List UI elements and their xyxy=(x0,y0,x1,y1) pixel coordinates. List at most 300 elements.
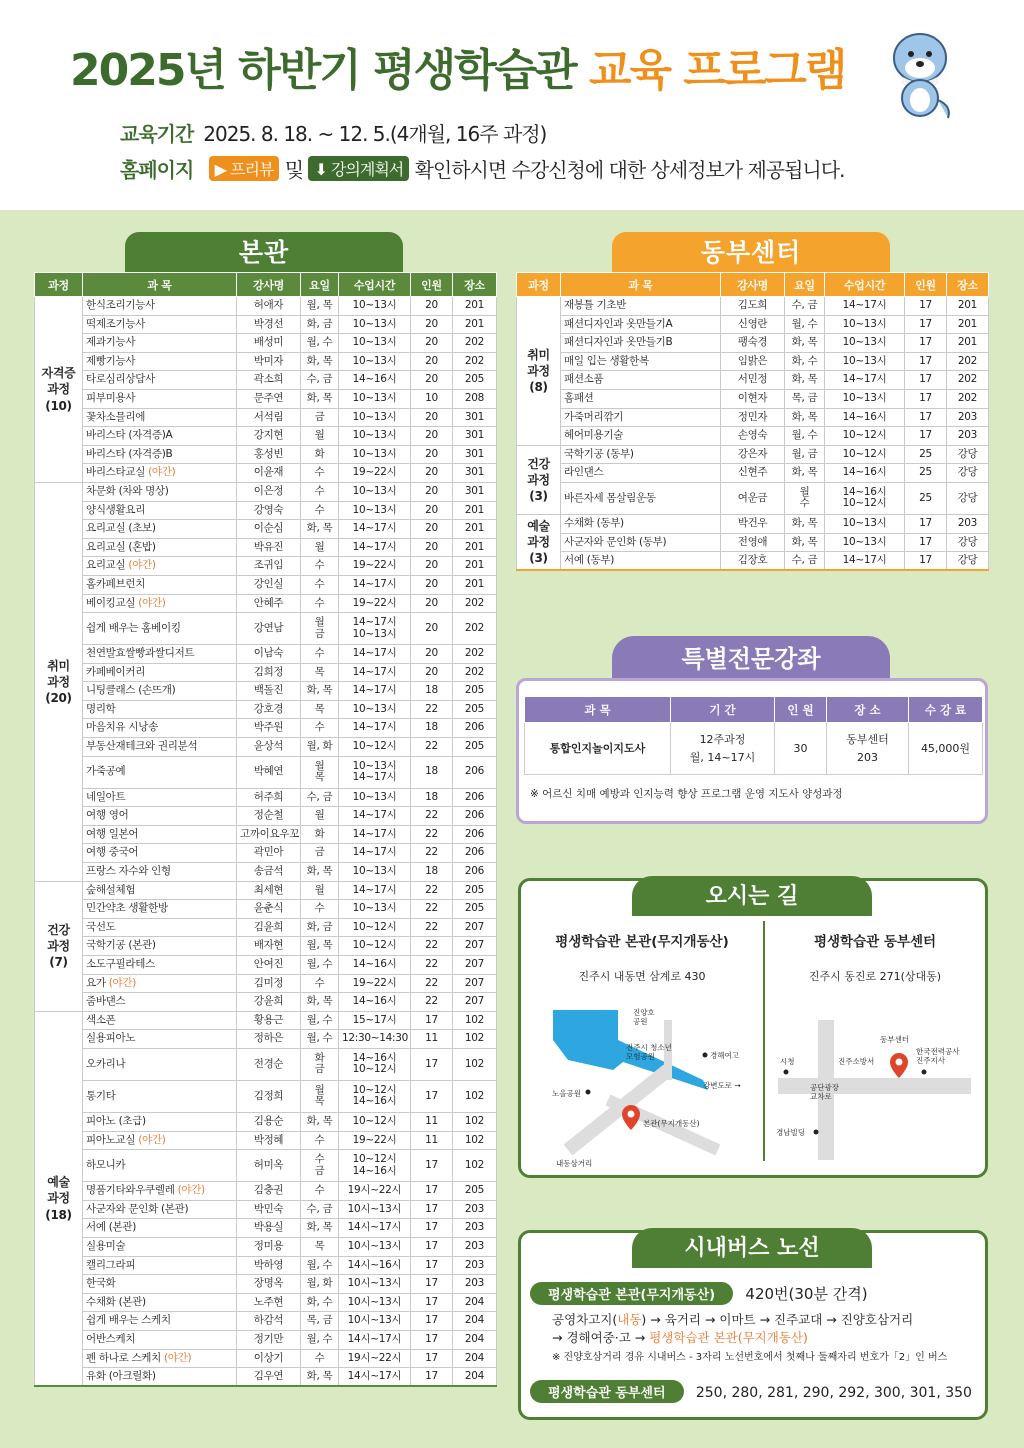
capacity-cell: 20 xyxy=(411,482,453,501)
table-row xyxy=(35,1237,497,1256)
room-cell: 102 xyxy=(453,1030,497,1049)
capacity-cell: 20 xyxy=(411,297,453,316)
days-cell: 수 xyxy=(301,1349,339,1368)
instructor-cell: 이현자 xyxy=(721,389,785,408)
east-header-cell: 인원 xyxy=(905,273,947,297)
subject-cell: 패션디자인과 옷만들기A xyxy=(561,315,721,334)
instructor-cell: 박유진 xyxy=(237,538,301,557)
room-cell: 205 xyxy=(453,371,497,390)
days-cell: 목, 금 xyxy=(301,1312,339,1331)
instructor-cell: 윤상석 xyxy=(237,738,301,757)
capacity-cell: 22 xyxy=(411,937,453,956)
table-row xyxy=(35,993,497,1012)
table-row xyxy=(35,1349,497,1368)
instructor-cell: 안여진 xyxy=(237,956,301,975)
days-cell: 수, 금 xyxy=(301,1200,339,1219)
subject-cell: 숲해설체험 xyxy=(83,881,237,900)
category-cell: 건강 과정 (3) xyxy=(517,445,561,514)
instructor-cell: 곽민아 xyxy=(237,844,301,863)
room-cell: 204 xyxy=(453,1293,497,1312)
capacity-cell: 17 xyxy=(905,352,947,371)
main-header-cell: 강사명 xyxy=(237,273,301,297)
and-text: 및 xyxy=(284,158,304,182)
bus-main-route: 420번(30분 간격) xyxy=(745,1285,868,1303)
subject-cell: 떡제조기능사 xyxy=(83,315,237,334)
days-cell: 월, 화 xyxy=(301,738,339,757)
room-cell: 203 xyxy=(947,514,989,533)
subject-cell: 수채화 (동부) xyxy=(561,514,721,533)
instructor-cell: 정순철 xyxy=(237,807,301,826)
days-cell: 목, 금 xyxy=(785,389,825,408)
bus-title: 시내버스 노선 xyxy=(632,1228,872,1268)
instructor-cell: 박민숙 xyxy=(237,1200,301,1219)
days-cell: 수 xyxy=(301,1182,339,1201)
instructor-cell: 문주연 xyxy=(237,389,301,408)
instructor-cell: 정하은 xyxy=(237,1030,301,1049)
subject-cell: 국학기공 (동부) xyxy=(561,445,721,464)
days-cell: 목 xyxy=(301,663,339,682)
days-cell: 화, 금 xyxy=(301,315,339,334)
table-row xyxy=(35,334,497,353)
days-cell: 월, 금 xyxy=(785,445,825,464)
subject-cell: 바리스타 (자격증)A xyxy=(83,427,237,446)
subject-cell: 오카리나 xyxy=(83,1048,237,1080)
subject-cell: 바른자세 몸살림운동 xyxy=(561,482,721,514)
instructor-cell: 김도희 xyxy=(721,297,785,316)
time-cell: 14~17시 xyxy=(339,682,411,701)
time-cell: 14~17시 xyxy=(339,575,411,594)
capacity-cell: 22 xyxy=(411,700,453,719)
days-cell: 수 xyxy=(301,900,339,919)
days-cell: 화, 목 xyxy=(785,371,825,390)
days-cell: 수, 금 xyxy=(301,371,339,390)
time-cell: 14시~17시 xyxy=(339,1368,411,1387)
category-cell: 취미 과정 (20) xyxy=(35,482,83,881)
time-cell: 19~22시 xyxy=(339,974,411,993)
map-label-junction: 내동삼거리 xyxy=(556,1159,593,1168)
room-cell: 202 xyxy=(947,352,989,371)
days-cell: 화 금 xyxy=(301,1048,339,1080)
subject-cell: 한식조리기능사 xyxy=(83,297,237,316)
instructor-cell: 김용순 xyxy=(237,1112,301,1131)
table-row xyxy=(35,863,497,882)
subject-cell: 카페베이커리 xyxy=(83,663,237,682)
room-cell: 202 xyxy=(453,663,497,682)
subject-cell: 요리교실 (혼밥) xyxy=(83,538,237,557)
room-cell: 206 xyxy=(453,788,497,807)
capacity-cell: 20 xyxy=(411,334,453,353)
room-cell: 206 xyxy=(453,844,497,863)
capacity-cell: 17 xyxy=(411,1275,453,1294)
period-label: 교육기간 xyxy=(120,122,194,146)
days-cell: 월, 수 xyxy=(301,1330,339,1349)
days-cell: 화, 목 xyxy=(301,993,339,1012)
instructor-cell: 곽소희 xyxy=(237,371,301,390)
table-row xyxy=(35,1256,497,1275)
time-cell: 10~13시 xyxy=(339,501,411,520)
main-location-address: 진주시 내동면 삼계로 430 xyxy=(578,970,706,983)
time-cell: 10~12시 14~16시 xyxy=(339,1150,411,1182)
capacity-cell: 17 xyxy=(411,1330,453,1349)
subject-cell: 니팅클래스 (손뜨개) xyxy=(83,682,237,701)
table-row xyxy=(35,1182,497,1201)
capacity-cell: 20 xyxy=(411,613,453,645)
main-location-pin-center xyxy=(628,1111,635,1118)
room-cell: 강당 xyxy=(947,482,989,514)
capacity-cell: 22 xyxy=(411,881,453,900)
time-cell: 10~13시 xyxy=(825,352,905,371)
main-location-map xyxy=(548,1000,748,1170)
days-cell: 화, 수 xyxy=(301,1293,339,1312)
days-cell: 화, 목 xyxy=(785,514,825,533)
subject-cell: 쉽게 배우는 홈베이킹 xyxy=(83,613,237,645)
capacity-cell: 17 xyxy=(411,1293,453,1312)
main-header-cell: 수업시간 xyxy=(339,273,411,297)
subject-cell: 홈카페브런치 xyxy=(83,575,237,594)
special-cell: 동부센터 203 xyxy=(827,723,909,775)
room-cell: 203 xyxy=(947,427,989,446)
room-cell: 207 xyxy=(453,918,497,937)
room-cell: 202 xyxy=(947,389,989,408)
days-cell: 화, 목 xyxy=(785,408,825,427)
time-cell: 10~13시 xyxy=(339,445,411,464)
instructor-cell: 정기만 xyxy=(237,1330,301,1349)
subject-cell: 펜 하나로 스케치 (야간) xyxy=(83,1349,237,1368)
time-cell: 14~16시 xyxy=(825,408,905,427)
title-main: 2025년 하반기 평생학습관 xyxy=(70,45,589,96)
room-cell: 204 xyxy=(453,1349,497,1368)
special-table xyxy=(524,696,983,775)
directions-title: 오시는 길 xyxy=(632,876,872,916)
days-cell: 수 xyxy=(301,482,339,501)
bus-note: ※ 진양호삼거리 경유 시내버스 - 3자리 노선번호에서 첫째나 둘째자리 번호가「2」인 버스 xyxy=(552,1352,948,1363)
capacity-cell: 20 xyxy=(411,594,453,613)
days-cell: 화, 목 xyxy=(301,1219,339,1238)
time-cell: 14~17시 xyxy=(825,297,905,316)
subject-cell: 민간약초 생활한방 xyxy=(83,900,237,919)
days-cell: 월 수 xyxy=(785,482,825,514)
days-cell: 수 xyxy=(301,1131,339,1150)
special-tab: 특별전문강좌 xyxy=(612,636,890,680)
subject-cell: 여행 일본어 xyxy=(83,825,237,844)
east-header-cell: 과정 xyxy=(517,273,561,297)
subject-cell: 마음치유 시낭송 xyxy=(83,719,237,738)
category-cell: 예술 과정 (3) xyxy=(517,514,561,570)
table-row xyxy=(35,297,497,316)
capacity-cell: 18 xyxy=(411,863,453,882)
time-cell: 14~16시 xyxy=(339,993,411,1012)
table-row xyxy=(35,1080,497,1112)
subject-cell: 하모니카 xyxy=(83,1150,237,1182)
time-cell: 10~12시 xyxy=(339,937,411,956)
subject-cell: 타로심리상담사 xyxy=(83,371,237,390)
category-cell: 취미 과정 (8) xyxy=(517,297,561,446)
room-cell: 205 xyxy=(453,700,497,719)
map-label-park2: 노을공원 xyxy=(552,1089,581,1098)
capacity-cell: 20 xyxy=(411,464,453,483)
instructor-cell: 강인실 xyxy=(237,575,301,594)
time-cell: 10~13시 xyxy=(339,700,411,719)
subject-cell: 천연발효쌀빵과쌀디저트 xyxy=(83,645,237,664)
instructor-cell: 김장호 xyxy=(721,552,785,571)
table-row xyxy=(35,594,497,613)
instructor-cell: 김희정 xyxy=(237,663,301,682)
days-cell: 월, 수 xyxy=(301,956,339,975)
time-cell: 14~16시 xyxy=(339,371,411,390)
subject-cell: 사군자와 문인화 (본관) xyxy=(83,1200,237,1219)
main-course-table xyxy=(34,272,497,1387)
time-cell: 14시~17시 xyxy=(339,1219,411,1238)
table-row xyxy=(517,389,989,408)
room-cell: 202 xyxy=(453,334,497,353)
days-cell: 화 xyxy=(301,825,339,844)
capacity-cell: 22 xyxy=(411,807,453,826)
capacity-cell: 22 xyxy=(411,974,453,993)
instructor-cell: 박용실 xyxy=(237,1219,301,1238)
table-row xyxy=(35,1131,497,1150)
capacity-cell: 18 xyxy=(411,756,453,788)
room-cell: 201 xyxy=(453,557,497,576)
room-cell: 203 xyxy=(453,1219,497,1238)
room-cell: 강당 xyxy=(947,533,989,552)
time-cell: 10~13시 xyxy=(825,334,905,353)
special-row xyxy=(525,723,983,775)
subject-cell: 꽃차소믈리에 xyxy=(83,408,237,427)
days-cell: 월, 목 xyxy=(301,297,339,316)
room-cell: 202 xyxy=(453,645,497,664)
time-cell: 14~16시 10~12시 xyxy=(825,482,905,514)
table-row xyxy=(517,334,989,353)
building-dot xyxy=(814,1130,819,1135)
capacity-cell: 11 xyxy=(411,1112,453,1131)
time-cell: 10~13시 xyxy=(339,900,411,919)
days-cell: 월 xyxy=(301,538,339,557)
days-cell: 화, 목 xyxy=(301,352,339,371)
instructor-cell: 강지현 xyxy=(237,427,301,446)
bus-path-2: → 경해여중·고 → 평생학습관 본관(무지개동산) xyxy=(552,1330,808,1345)
instructor-cell: 김우연 xyxy=(237,1368,301,1387)
room-cell: 207 xyxy=(453,974,497,993)
table-row xyxy=(35,371,497,390)
capacity-cell: 17 xyxy=(905,297,947,316)
instructor-cell: 홍성빈 xyxy=(237,445,301,464)
time-cell: 14시~16시 xyxy=(339,1256,411,1275)
table-row xyxy=(35,1275,497,1294)
time-cell: 15~17시 xyxy=(339,1011,411,1030)
days-cell: 목 xyxy=(301,1237,339,1256)
map-label-gyeongnam: 경남빌딩 xyxy=(776,1128,805,1137)
room-cell: 201 xyxy=(453,297,497,316)
capacity-cell: 22 xyxy=(411,918,453,937)
room-cell: 203 xyxy=(453,1237,497,1256)
time-cell: 10~12시 xyxy=(339,738,411,757)
instructor-cell: 송금석 xyxy=(237,863,301,882)
east-header-cell: 강사명 xyxy=(721,273,785,297)
bus-path-1: 공영차고지(내동) → 육거리 → 이마트 → 진주교대 → 진양호삼거리 xyxy=(552,1312,914,1327)
table-row xyxy=(35,352,497,371)
time-cell: 10시~13시 xyxy=(339,1312,411,1331)
room-cell: 201 xyxy=(453,575,497,594)
instructor-cell: 김윤희 xyxy=(237,918,301,937)
subject-cell: 사군자와 문인화 (동부) xyxy=(561,533,721,552)
time-cell: 14~17시 xyxy=(339,538,411,557)
table-row xyxy=(35,1150,497,1182)
room-cell: 301 xyxy=(453,445,497,464)
capacity-cell: 20 xyxy=(411,520,453,539)
days-cell: 월, 수 xyxy=(301,1011,339,1030)
capacity-cell: 20 xyxy=(411,538,453,557)
east-location-pin-center xyxy=(896,1059,903,1066)
room-cell: 301 xyxy=(453,408,497,427)
instructor-cell: 이순심 xyxy=(237,520,301,539)
table-row xyxy=(35,956,497,975)
table-row xyxy=(35,501,497,520)
instructor-cell: 박경선 xyxy=(237,315,301,334)
table-row xyxy=(35,1011,497,1030)
time-cell: 10~13시 xyxy=(825,315,905,334)
days-cell: 수, 금 xyxy=(785,552,825,571)
subject-cell: 패션소품 xyxy=(561,371,721,390)
days-cell: 수, 금 xyxy=(785,297,825,316)
mascot-icon xyxy=(880,20,960,120)
subject-cell: 피아노 (초급) xyxy=(83,1112,237,1131)
main-location-name: 평생학습관 본관(무지개동산) xyxy=(555,934,729,950)
subject-cell: 제과기능사 xyxy=(83,334,237,353)
instructor-cell: 허애자 xyxy=(237,297,301,316)
days-cell: 목 xyxy=(301,700,339,719)
subject-cell: 수채화 (본관) xyxy=(83,1293,237,1312)
days-cell: 화, 목 xyxy=(301,682,339,701)
days-cell: 수 xyxy=(301,464,339,483)
subject-cell: 재봉틀 기초반 xyxy=(561,297,721,316)
time-cell: 10~13시 xyxy=(825,389,905,408)
time-cell: 19~22시 xyxy=(339,557,411,576)
days-cell: 월, 화 xyxy=(301,1275,339,1294)
days-cell: 수 xyxy=(301,719,339,738)
time-cell: 14~17시 xyxy=(339,807,411,826)
time-cell: 10~12시 xyxy=(339,1112,411,1131)
table-row xyxy=(517,445,989,464)
subject-cell: 네일아트 xyxy=(83,788,237,807)
capacity-cell: 20 xyxy=(411,645,453,664)
room-cell: 201 xyxy=(453,501,497,520)
room-cell: 205 xyxy=(453,1182,497,1201)
instructor-cell: 최세현 xyxy=(237,881,301,900)
plan-chip[interactable]: ⬇ 강의계획서 xyxy=(308,156,409,181)
days-cell: 금 xyxy=(301,408,339,427)
instructor-cell: 허주희 xyxy=(237,788,301,807)
special-note: ※ 어르신 치매 예방과 인지능력 향상 프로그램 운영 지도사 양성과정 xyxy=(530,788,843,800)
days-cell: 월, 수 xyxy=(301,1256,339,1275)
subject-cell: 실용피아노 xyxy=(83,1030,237,1049)
room-cell: 207 xyxy=(453,956,497,975)
time-cell: 10~13시 xyxy=(339,788,411,807)
time-cell: 10~12시 14~16시 xyxy=(339,1080,411,1112)
subject-cell: 쉽게 배우는 스케치 xyxy=(83,1312,237,1331)
subject-cell: 가죽공예 xyxy=(83,756,237,788)
school-dot xyxy=(703,1053,708,1058)
time-cell: 14~17시 xyxy=(339,645,411,664)
special-cell: 통합인지놀이지도사 xyxy=(525,723,671,775)
instructor-cell: 서석림 xyxy=(237,408,301,427)
subject-cell: 유화 (아크릴화) xyxy=(83,1368,237,1387)
time-cell: 10~13시 xyxy=(339,408,411,427)
bus-east-routes: 250, 280, 281, 290, 292, 300, 301, 350 xyxy=(695,1385,972,1401)
time-cell: 10시~13시 xyxy=(339,1200,411,1219)
days-cell: 화, 목 xyxy=(301,520,339,539)
main-table-header xyxy=(35,273,497,297)
category-cell: 건강 과정 (7) xyxy=(35,881,83,1011)
room-cell: 205 xyxy=(453,738,497,757)
table-row xyxy=(35,1112,497,1131)
map-label-school: 경해여고 xyxy=(710,1051,739,1060)
table-row xyxy=(35,974,497,993)
east-tab: 동부센터 xyxy=(612,232,890,272)
time-cell: 14~17시 xyxy=(339,881,411,900)
time-cell: 19시~22시 xyxy=(339,1182,411,1201)
room-cell: 102 xyxy=(453,1112,497,1131)
room-cell: 204 xyxy=(453,1312,497,1331)
days-cell: 수, 금 xyxy=(301,788,339,807)
table-row xyxy=(517,297,989,316)
time-cell: 12:30~14:30 xyxy=(339,1030,411,1049)
room-cell: 강당 xyxy=(947,464,989,483)
subject-cell: 여행 영어 xyxy=(83,807,237,826)
capacity-cell: 17 xyxy=(905,408,947,427)
park-dot xyxy=(586,1090,591,1095)
capacity-cell: 20 xyxy=(411,427,453,446)
east-header-cell: 수업시간 xyxy=(825,273,905,297)
capacity-cell: 20 xyxy=(411,501,453,520)
room-cell: 205 xyxy=(453,900,497,919)
room-cell: 강당 xyxy=(947,552,989,571)
subject-cell: 프랑스 자수와 인형 xyxy=(83,863,237,882)
time-cell: 10~13시 xyxy=(339,427,411,446)
capacity-cell: 25 xyxy=(905,482,947,514)
map-label-east: 동부센터 xyxy=(880,1035,909,1044)
capacity-cell: 18 xyxy=(411,788,453,807)
capacity-cell: 20 xyxy=(411,445,453,464)
time-cell: 10~12시 xyxy=(339,918,411,937)
instructor-cell: 박혜연 xyxy=(237,756,301,788)
bus-main-label: 평생학습관 본관(무지개동산) xyxy=(530,1282,733,1305)
table-row xyxy=(35,557,497,576)
days-cell: 월, 목 xyxy=(301,937,339,956)
room-cell: 202 xyxy=(947,371,989,390)
category-cell: 예술 과정 (18) xyxy=(35,1011,83,1386)
capacity-cell: 17 xyxy=(411,1080,453,1112)
capacity-cell: 17 xyxy=(905,389,947,408)
subject-cell: 라인댄스 xyxy=(561,464,721,483)
special-header-cell: 인 원 xyxy=(775,697,827,723)
table-row xyxy=(35,788,497,807)
table-row xyxy=(35,682,497,701)
room-cell: 202 xyxy=(453,613,497,645)
subject-cell: 바리스타 (자격증)B xyxy=(83,445,237,464)
preview-chip[interactable]: ▶ 프리뷰 xyxy=(209,156,280,181)
room-cell: 201 xyxy=(947,334,989,353)
period-line xyxy=(120,118,546,147)
instructor-cell: 고까이요우꼬 xyxy=(237,825,301,844)
instructor-cell: 정민자 xyxy=(721,408,785,427)
subject-cell: 국선도 xyxy=(83,918,237,937)
subject-cell: 캘리그라피 xyxy=(83,1256,237,1275)
capacity-cell: 17 xyxy=(905,514,947,533)
page-title xyxy=(70,34,845,98)
main-header-cell: 인원 xyxy=(411,273,453,297)
subject-cell: 차문화 (차와 명상) xyxy=(83,482,237,501)
time-cell: 10~12시 xyxy=(825,427,905,446)
